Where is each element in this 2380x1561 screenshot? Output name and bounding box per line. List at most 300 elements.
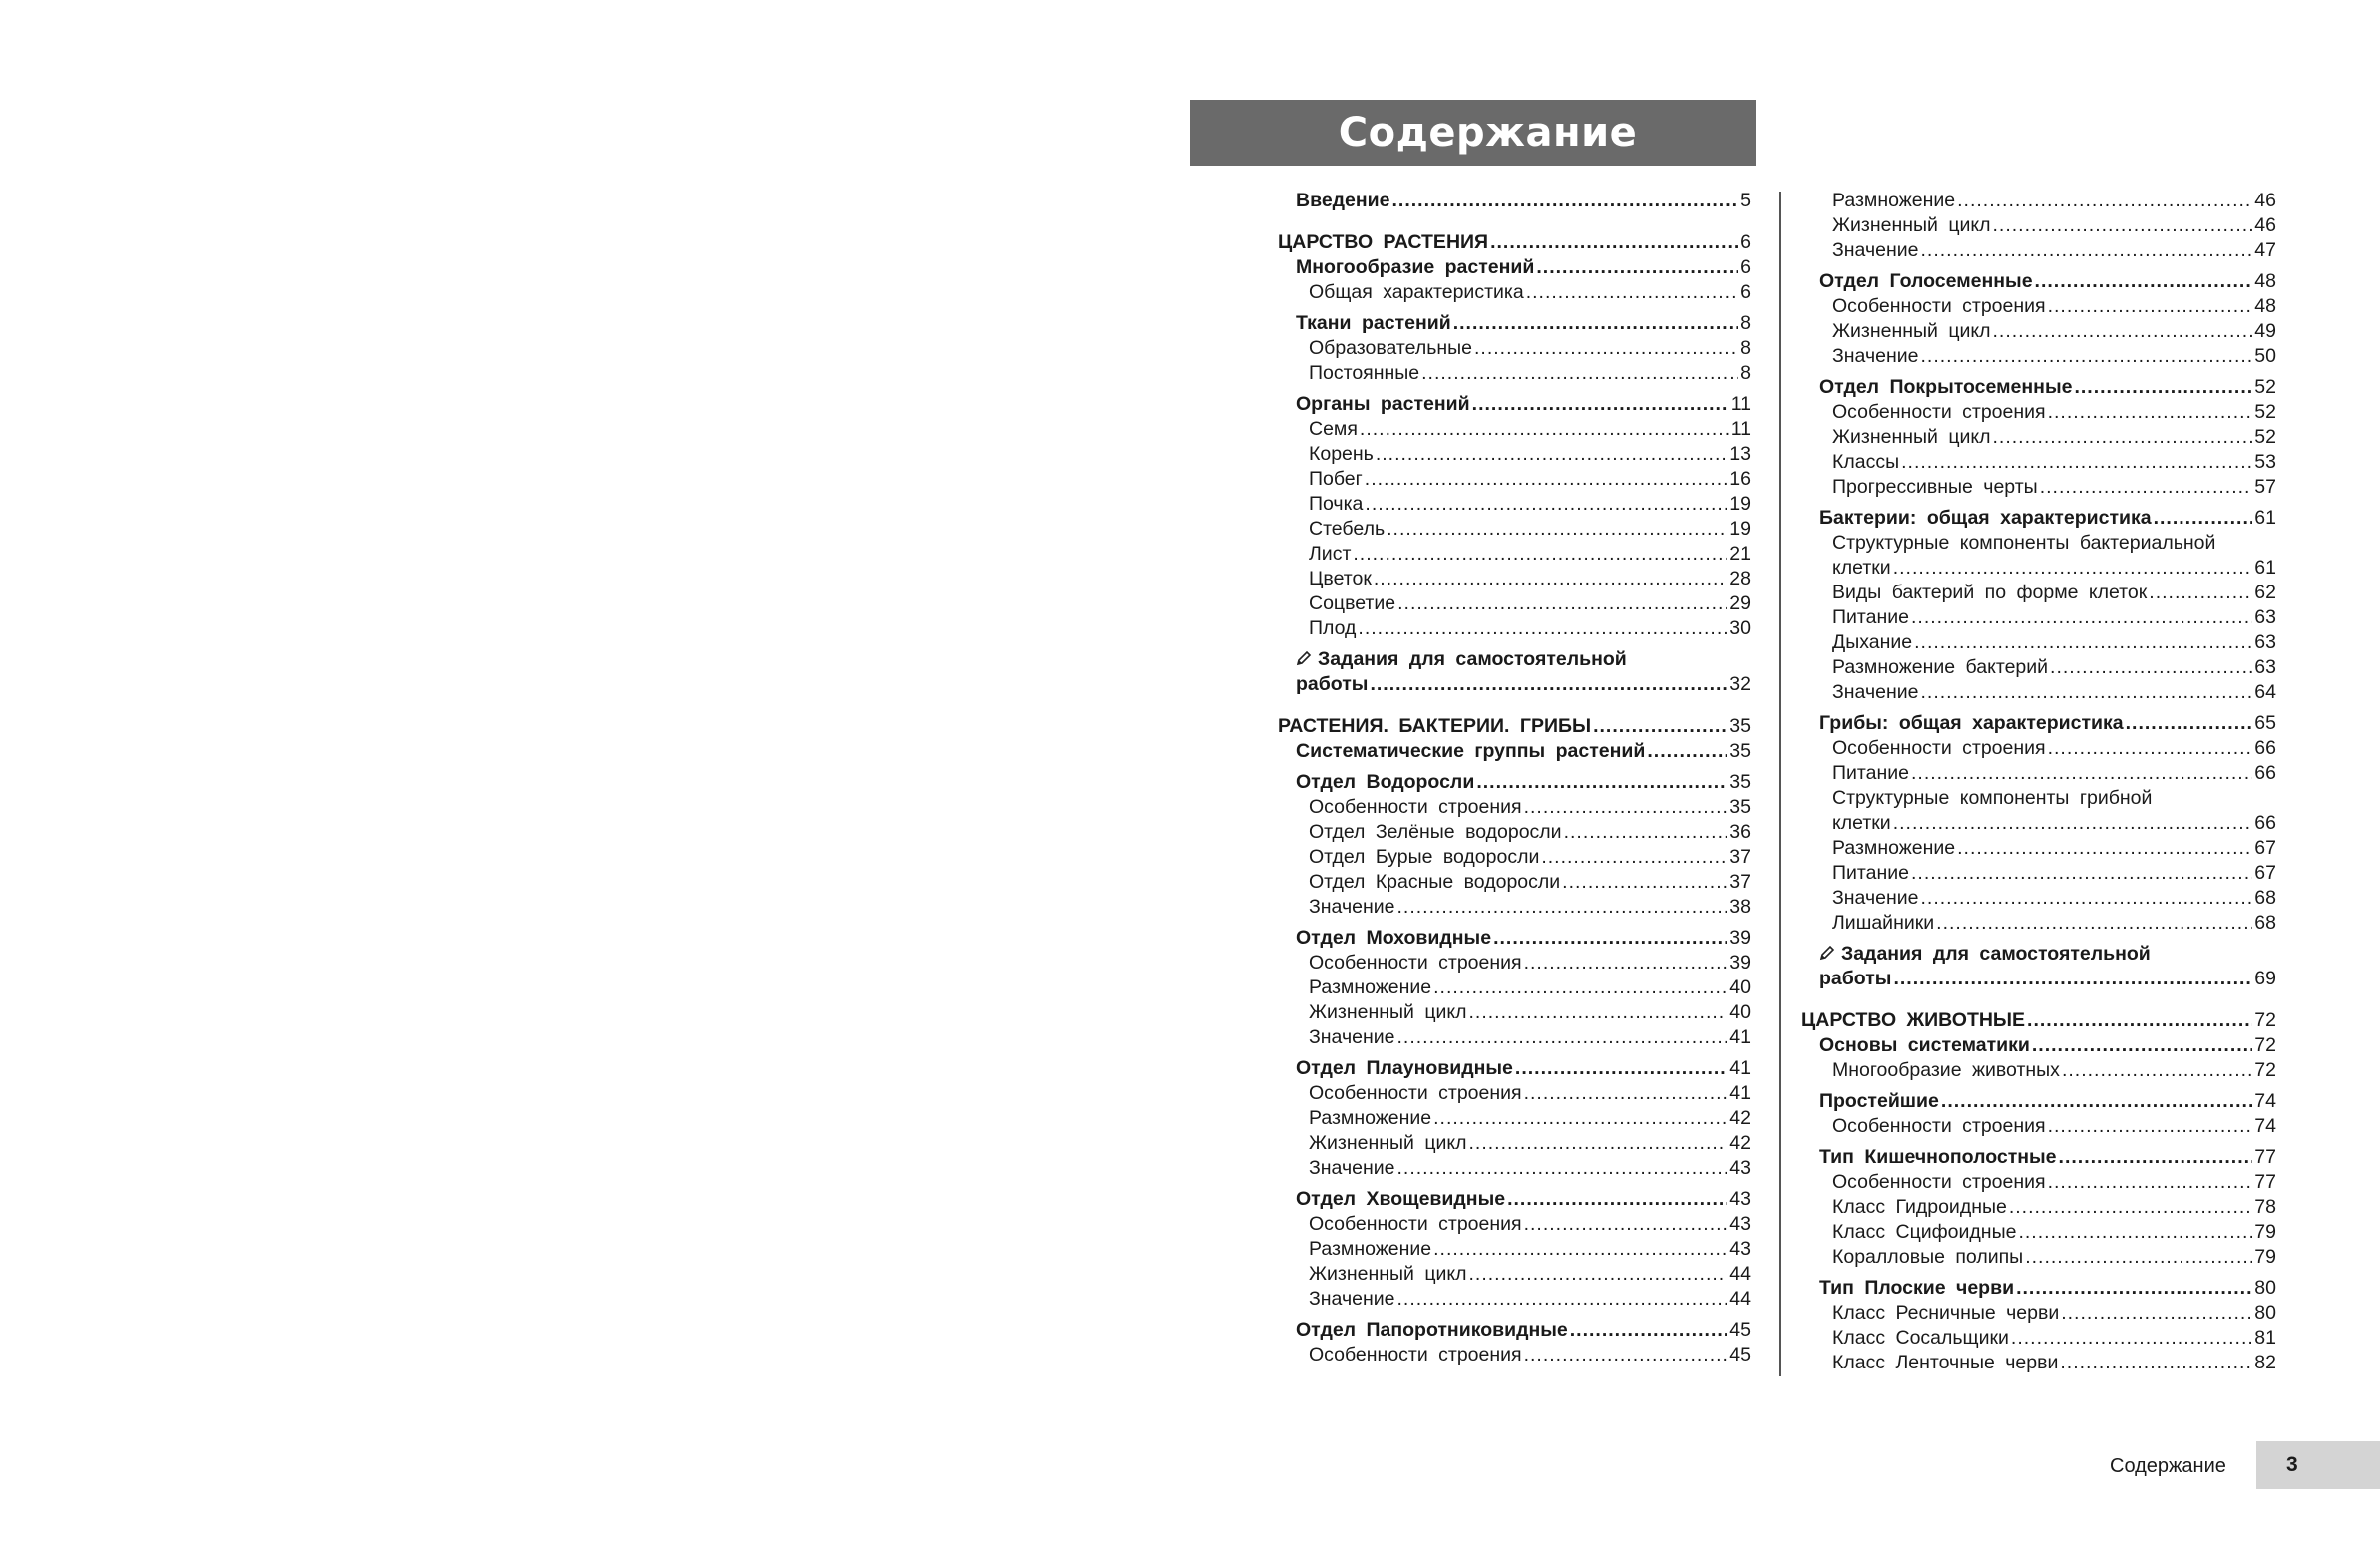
dot-leader [2040,475,2253,500]
toc-entry [1801,1326,2276,1351]
toc-entry [1801,630,2276,655]
toc-page-number: 43 [1729,1157,1751,1179]
dot-leader [2048,1170,2253,1195]
toc-page-number: 69 [2254,968,2276,989]
dot-leader [2016,1276,2252,1301]
dot-leader [2025,1245,2252,1270]
toc-entry [1801,911,2276,936]
toc-entry [1801,1245,2276,1270]
toc-page-number: 52 [2254,376,2276,398]
toc-entry [1278,1106,1751,1131]
toc-entry [1278,255,1751,280]
toc-entry-title: Жизненный цикл [1832,320,1991,342]
toc-page-number: 66 [2254,812,2276,834]
toc-page-number: 42 [1729,1132,1751,1154]
dot-leader [1453,311,1738,336]
toc-page-number: 63 [2254,606,2276,628]
dot-leader [1433,1106,1727,1131]
toc-entry-title: Общая характеристика [1309,281,1524,303]
dot-leader [1957,836,2252,861]
toc-page-number: 41 [1729,1082,1751,1104]
toc-entry-title: Многообразие растений [1296,256,1535,278]
toc-entry-title: Побег [1309,468,1363,490]
dot-leader [1911,605,2252,630]
toc-entry-title: Жизненный цикл [1832,426,1991,448]
toc-entry [1278,1156,1751,1181]
dot-leader [1490,230,1738,255]
toc-entry-title: Систематические группы растений [1296,740,1646,762]
dot-leader [2018,1220,2252,1245]
toc-entry [1278,1187,1751,1212]
dot-leader [1524,1343,1728,1367]
toc-entry-title: Задания для самостоятельной [1841,943,2151,965]
toc-page-number: 35 [1729,740,1751,762]
toc-entry [1278,1212,1751,1237]
dot-leader [2035,269,2253,294]
toc-page-number: 44 [1729,1288,1751,1310]
toc-entry-title: Грибы: общая характеристика [1819,712,2124,734]
toc-entry-title: Структурные компоненты грибной [1832,787,2153,809]
toc-entry [1278,336,1751,361]
toc-entry [1278,1056,1751,1081]
dot-leader [1570,1318,1728,1343]
toc-entry [1801,1114,2276,1139]
toc-entry [1801,1170,2276,1195]
toc-entry [1801,1301,2276,1326]
toc-entry-title: Отдел Водоросли [1296,771,1475,793]
toc-entry [1278,311,1751,336]
toc-page-number: 6 [1740,256,1751,278]
toc-entry [1801,400,2276,425]
toc-entry-title: Ткани растений [1296,312,1451,334]
dot-leader [1957,189,2252,213]
toc-page-number: 43 [1729,1213,1751,1235]
toc-entry-title: Жизненный цикл [1309,1132,1467,1154]
toc-entry [1278,820,1751,845]
toc-page-number: 72 [2254,1034,2276,1056]
toc-entry [1278,492,1751,517]
toc-entry [1278,951,1751,976]
toc-entry-title: Постоянные [1309,362,1420,384]
dot-leader [1920,238,2252,263]
dot-leader [1524,1081,1728,1106]
toc-entry-title-cont: клетки [1832,557,1891,579]
toc-page-number: 40 [1729,976,1751,998]
dot-leader [1358,616,1727,641]
toc-entry-title: Особенности строения [1309,796,1522,818]
toc-entry-title: Значение [1832,345,1919,367]
toc-page-number: 46 [2254,190,2276,211]
toc-entry-title: Класс Ленточные черви [1832,1352,2059,1373]
toc-entry-title: Значение [1309,1157,1395,1179]
toc-left-column [1278,189,1751,1367]
pencil-icon [1819,945,1835,961]
dot-leader [2059,1145,2253,1170]
toc-page-number: 39 [1729,927,1751,949]
toc-page-number: 46 [2254,214,2276,236]
toc-entry [1801,736,2276,761]
toc-entry-title: Задания для самостоятельной [1318,648,1627,670]
toc-entry-title: Лист [1309,543,1352,565]
toc-entry-title: Значение [1309,896,1395,918]
toc-page-number: 52 [2254,426,2276,448]
dot-leader [1469,1131,1728,1156]
toc-page-number: 43 [1729,1188,1751,1210]
toc-entry [1801,375,2276,400]
toc-entry-title: Размножение [1309,976,1432,998]
toc-entry-title: Размножение бактерий [1832,656,2049,678]
dot-leader [2050,655,2252,680]
dot-leader [2062,1058,2252,1083]
toc-page-number: 80 [2254,1302,2276,1324]
column-divider [1779,192,1781,1376]
toc-page-number: 44 [1729,1263,1751,1285]
dot-leader [1893,811,2253,836]
dot-leader [1901,450,2252,475]
toc-page-number: 68 [2254,912,2276,934]
toc-page-number: 74 [2254,1115,2276,1137]
dot-leader [1515,1056,1727,1081]
toc-entry [1278,1343,1751,1367]
toc-entry [1801,319,2276,344]
dot-leader [1396,1025,1727,1050]
toc-page-number: 40 [1729,1001,1751,1023]
dot-leader [1524,1212,1728,1237]
dot-leader [2061,1301,2252,1326]
dot-leader [1493,926,1727,951]
toc-entry-title: Основы систематики [1819,1034,2030,1056]
toc-entry-title: Класс Ресничные черви [1832,1302,2060,1324]
toc-entry [1278,647,1751,697]
toc-entry [1801,269,2276,294]
toc-page-number: 38 [1729,896,1751,918]
toc-entry [1801,605,2276,630]
toc-entry [1801,475,2276,500]
toc-page-number: 42 [1729,1107,1751,1129]
toc-entry-title: Значение [1832,681,1919,703]
dot-leader [1993,213,2253,238]
toc-entry [1278,1081,1751,1106]
page-number-tab [2256,1441,2380,1489]
toc-page-number: 32 [1729,673,1751,695]
toc-entry [1278,467,1751,492]
toc-entry-title: Особенности строения [1309,1082,1522,1104]
toc-entry [1801,942,2276,991]
toc-entry-title: Класс Гидроидные [1832,1196,2007,1218]
toc-entry-title: Почка [1309,493,1364,515]
toc-page-number: 35 [1729,796,1751,818]
toc-page-number: 62 [2254,582,2276,603]
page-number: 3 [2286,1453,2298,1476]
dot-leader [1562,870,1727,895]
toc-page-number: 79 [2254,1246,2276,1268]
toc-entry-title: Особенности строения [1832,737,2046,759]
toc-entry [1278,795,1751,820]
toc-entry [1801,1195,2276,1220]
dot-leader [1647,739,1727,764]
toc-entry-title: Жизненный цикл [1309,1263,1467,1285]
dot-leader [2149,581,2252,605]
toc-entry [1801,1276,2276,1301]
page-title: Содержание [1338,110,1638,156]
toc-page-number: 67 [2254,862,2276,884]
toc-entry-title: Соцветие [1309,592,1396,614]
toc-entry-title: Особенности строения [1832,295,2046,317]
toc-entry [1801,506,2276,531]
toc-entry-title: Отдел Папоротниковидные [1296,1319,1568,1341]
dot-leader [1476,770,1727,795]
dot-leader [1374,567,1727,591]
toc-page-number: 77 [2254,1171,2276,1193]
toc-page-number: 61 [2254,507,2276,529]
dot-leader [1469,1262,1728,1287]
dot-leader [1353,542,1727,567]
toc-entry [1278,230,1751,255]
toc-entry [1801,861,2276,886]
toc-entry [1801,786,2276,836]
dot-leader [1507,1187,1727,1212]
dot-leader [1392,189,1739,213]
toc-page-number: 35 [1729,771,1751,793]
toc-page-number: 53 [2254,451,2276,473]
toc-page-number: 48 [2254,270,2276,292]
toc-entry-title: ЦАРСТВО ЖИВОТНЫЕ [1801,1009,2026,1031]
toc-entry-line1 [1801,531,2276,556]
toc-entry [1278,442,1751,467]
toc-entry-title: Особенности строения [1309,1344,1522,1366]
dot-leader [1920,344,2252,369]
toc-entry-title: Питание [1832,762,1909,784]
toc-page-number: 79 [2254,1221,2276,1243]
toc-entry-title-cont: работы [1296,673,1369,695]
toc-entry [1801,1008,2276,1033]
dot-leader [1370,672,1727,697]
dot-leader [1941,1089,2252,1114]
toc-entry [1801,425,2276,450]
toc-page-number: 29 [1729,592,1751,614]
toc-entry [1278,1318,1751,1343]
toc-page-number: 8 [1740,337,1751,359]
dot-leader [1564,820,1728,845]
toc-page-number: 43 [1729,1238,1751,1260]
dot-leader [1360,417,1729,442]
toc-right-column [1801,189,2276,1375]
toc-entry [1278,1131,1751,1156]
toc-page-number: 63 [2254,656,2276,678]
toc-page-number: 30 [1729,617,1751,639]
toc-entry [1801,1058,2276,1083]
toc-page-number: 74 [2254,1090,2276,1112]
dot-leader [2027,1008,2252,1033]
dot-leader [1936,911,2252,936]
dot-leader [1472,392,1729,417]
toc-entry-title: Прогрессивные черты [1832,476,2038,498]
dot-leader [1893,967,2252,991]
toc-entry-title: Корень [1309,443,1374,465]
toc-page-number: 72 [2254,1059,2276,1081]
dot-leader [1376,442,1727,467]
toc-entry [1801,680,2276,705]
footer-section-label: Содержание [2110,1455,2226,1477]
dot-leader [1524,951,1728,976]
dot-leader [1433,976,1727,1000]
toc-entry-line1 [1801,942,2276,967]
toc-entry-title: Цветок [1309,568,1372,589]
toc-entry-title: Отдел Плауновидные [1296,1057,1513,1079]
toc-entry-title: Образовательные [1309,337,1473,359]
toc-entry [1278,1262,1751,1287]
toc-page-number: 78 [2254,1196,2276,1218]
toc-entry-line1 [1278,647,1751,672]
toc-entry [1278,591,1751,616]
dot-leader [1474,336,1738,361]
toc-page-number: 50 [2254,345,2276,367]
toc-page-number: 81 [2254,1327,2276,1349]
toc-entry [1278,1287,1751,1312]
toc-entry-title: Отдел Моховидные [1296,927,1492,949]
toc-page-number: 5 [1740,190,1751,211]
dot-leader [1526,280,1738,305]
dot-leader [2126,711,2253,736]
toc-entry-title: Тип Кишечнополостные [1819,1146,2057,1168]
toc-entry-title: Значение [1309,1288,1395,1310]
toc-page-number: 35 [1729,715,1751,737]
toc-page-number: 39 [1729,952,1751,974]
toc-entry [1278,714,1751,739]
toc-entry [1278,895,1751,920]
toc-entry-title: Особенности строения [1832,1115,2046,1137]
dot-leader [1469,1000,1728,1025]
dot-leader [1433,1237,1727,1262]
toc-entry-title: Виды бактерий по форме клеток [1832,582,2148,603]
toc-page-number: 72 [2254,1009,2276,1031]
dot-leader [1893,556,2253,581]
toc-entry [1801,450,2276,475]
toc-page-number: 67 [2254,837,2276,859]
toc-entry [1278,567,1751,591]
toc-entry [1801,1089,2276,1114]
toc-entry [1278,361,1751,386]
dot-leader [1387,517,1727,542]
toc-entry-title-cont: работы [1819,968,1892,989]
toc-page-number: 11 [1730,418,1751,440]
toc-entry [1278,517,1751,542]
toc-entry-line1 [1801,786,2276,811]
toc-entry-title: Простейшие [1819,1090,1939,1112]
toc-entry [1801,761,2276,786]
toc-page-number: 16 [1729,468,1751,490]
toc-entry-title: Размножение [1832,837,1956,859]
dot-leader [1541,845,1727,870]
dot-leader [1914,630,2252,655]
toc-entry-title: Размножение [1309,1107,1432,1129]
toc-entry-title: Размножение [1832,190,1956,211]
toc-entry [1801,655,2276,680]
dot-leader [1396,1287,1727,1312]
toc-entry-title: Стебель [1309,518,1386,540]
dot-leader [2032,1033,2252,1058]
toc-page-number: 65 [2254,712,2276,734]
toc-entry-title-cont: клетки [1832,812,1891,834]
dot-leader [1920,680,2252,705]
toc-entry-title: Класс Сосальщики [1832,1327,2009,1349]
toc-entry-title: Отдел Хвощевидные [1296,1188,1506,1210]
toc-page-number: 37 [1729,846,1751,868]
toc-page-number: 64 [2254,681,2276,703]
toc-page-number: 66 [2254,737,2276,759]
toc-entry-title: Отдел Красные водоросли [1309,871,1561,893]
dot-leader [1365,467,1728,492]
toc-entry-title: Питание [1832,862,1909,884]
toc-entry [1801,1220,2276,1245]
toc-entry-title: Класс Сцифоидные [1832,1221,2017,1243]
toc-entry [1801,1351,2276,1375]
toc-entry-title: Введение [1296,190,1390,211]
toc-page-number: 28 [1729,568,1751,589]
toc-page-number: 47 [2254,239,2276,261]
toc-entry-title: Особенности строения [1309,1213,1522,1235]
toc-page-number: 8 [1740,362,1751,384]
toc-entry [1278,280,1751,305]
toc-page-number: 80 [2254,1277,2276,1299]
toc-entry [1278,1237,1751,1262]
toc-page-number: 36 [1729,821,1751,843]
toc-entry [1278,926,1751,951]
dot-leader [1396,895,1727,920]
dot-leader [2154,506,2253,531]
toc-page-number: 45 [1729,1319,1751,1341]
dot-leader [1396,1156,1727,1181]
dot-leader [1365,492,1727,517]
toc-page-number: 11 [1730,393,1751,415]
toc-entry-title: Лишайники [1832,912,1935,934]
toc-entry [1801,531,2276,581]
toc-entry [1801,1145,2276,1170]
toc-entry-title: Семя [1309,418,1358,440]
toc-entry [1801,344,2276,369]
toc-entry-title: Дыхание [1832,631,1913,653]
dot-leader [2009,1195,2252,1220]
toc-entry-title: Значение [1832,239,1919,261]
toc-page-number: 41 [1729,1057,1751,1079]
toc-entry-title: Отдел Зелёные водоросли [1309,821,1562,843]
toc-page-number: 61 [2254,557,2276,579]
toc-entry-title: Особенности строения [1832,1171,2046,1193]
toc-page-number: 52 [2254,401,2276,423]
toc-page-number: 57 [2254,476,2276,498]
toc-entry [1801,294,2276,319]
dot-leader [1421,361,1738,386]
dot-leader [2048,400,2253,425]
toc-page-number: 41 [1729,1026,1751,1048]
dot-leader [1397,591,1727,616]
toc-entry [1278,739,1751,764]
toc-page-number: 6 [1740,281,1751,303]
toc-entry-title: Отдел Голосеменные [1819,270,2033,292]
toc-entry [1801,213,2276,238]
dot-leader [2060,1351,2252,1375]
dot-leader [1993,425,2253,450]
toc-entry [1278,542,1751,567]
toc-entry [1278,392,1751,417]
toc-entry-title: Значение [1832,887,1919,909]
dot-leader [2048,294,2253,319]
pencil-icon [1296,650,1312,666]
dot-leader [1593,714,1727,739]
dot-leader [2074,375,2252,400]
toc-entry-title: Жизненный цикл [1832,214,1991,236]
toc-entry [1801,711,2276,736]
